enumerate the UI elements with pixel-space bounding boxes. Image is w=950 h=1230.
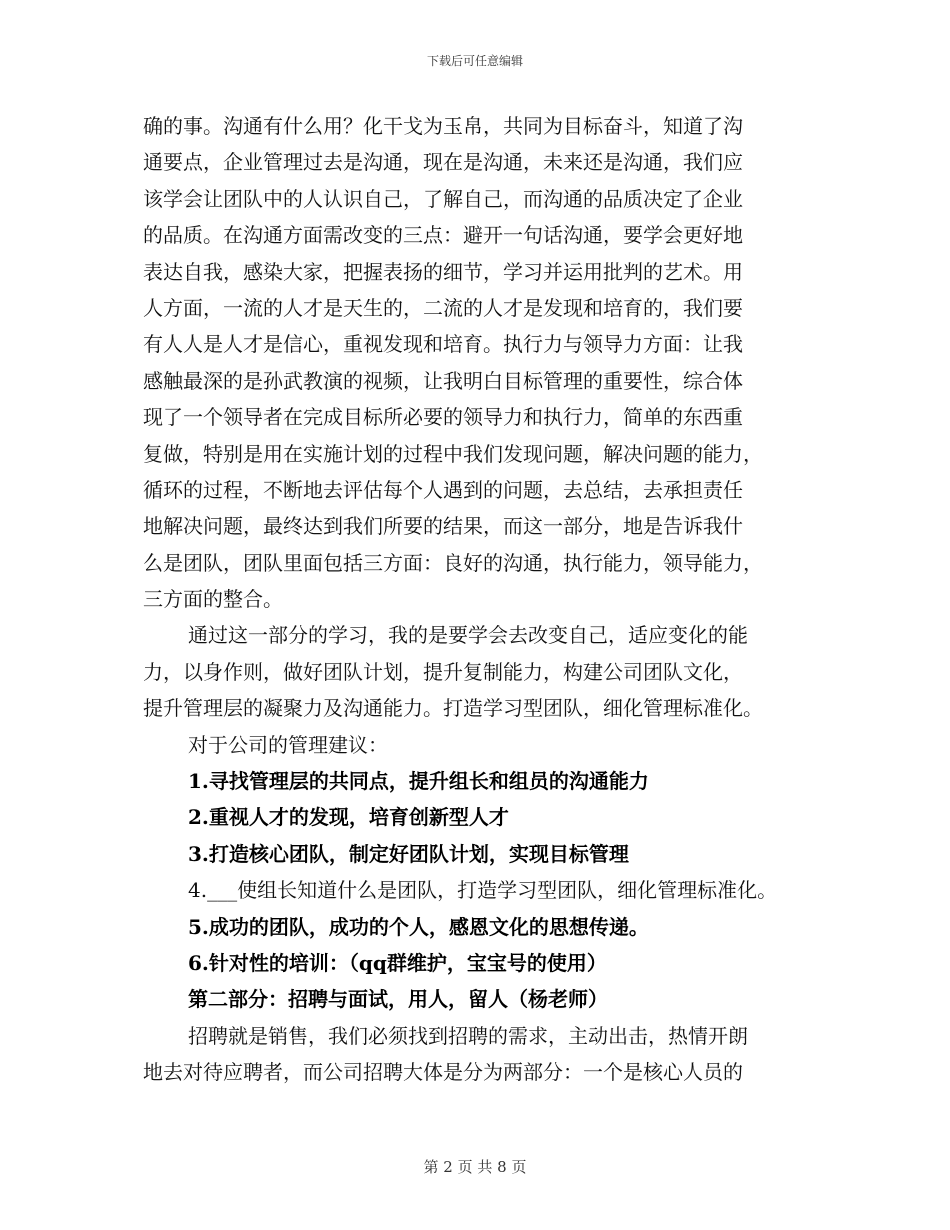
suggestion-item: 2.重视人才的发现，培育创新型人才 <box>188 805 509 830</box>
text-line: 现了一个领导者在完成目标所必要的领导力和执行力，简单的东西重 <box>143 405 743 430</box>
text-line: 该学会让团队中的人认识自己，了解自己，而沟通的品质决定了企业 <box>143 186 743 211</box>
text-line: 复做，特别是用在实施计划的过程中我们发现问题，解决问题的能力， <box>143 441 763 466</box>
text-line: 表达自我，感染大家，把握表扬的细节，学习并运用批判的艺术。用 <box>143 259 743 284</box>
document-body <box>143 108 833 1091</box>
text-line: 的品质。在沟通方面需改变的三点：避开一句话沟通，要学会更好地 <box>143 223 743 248</box>
text-line: 循环的过程，不断地去评估每个人遇到的问题，去总结，去承担责任 <box>143 477 743 502</box>
section-heading: 第二部分：招聘与面试，用人，留人（杨老师） <box>188 987 608 1012</box>
text-line: 地解决问题，最终达到我们所要的结果，而这一部分，地是告诉我什 <box>143 514 743 539</box>
paragraph-first-line: 对于公司的管理建议： <box>188 732 388 757</box>
paragraph-first-line: 招聘就是销售，我们必须找到招聘的需求，主动出击，热情开朗 <box>188 1023 748 1048</box>
page-footer: 第 2 页 共 8 页 <box>423 1158 527 1176</box>
suggestion-item: 6.针对性的培训：（qq群维护，宝宝号的使用） <box>188 950 607 975</box>
text-line: 力，以身作则，做好团队计划，提升复制能力，构建公司团队文化， <box>143 659 743 684</box>
suggestion-item: 4.___使组长知道什么是团队，打造学习型团队，细化管理标准化。 <box>188 878 778 903</box>
suggestion-item: 1.寻找管理层的共同点，提升组长和组员的沟通能力 <box>188 769 649 794</box>
suggestion-item: 5.成功的团队，成功的个人，感恩文化的思想传递。 <box>188 914 649 939</box>
paragraph-first-line: 通过这一部分的学习，我的是要学会去改变自己，适应变化的能 <box>188 623 748 648</box>
text-line: 人方面，一流的人才是天生的，二流的人才是发现和培育的，我们要 <box>143 295 743 320</box>
suggestion-item: 3.打造核心团队，制定好团队计划，实现目标管理 <box>188 841 629 866</box>
text-line: 三方面的整合。 <box>143 587 283 612</box>
page-header: 下载后可任意编辑 <box>426 54 523 68</box>
text-line: 通要点，企业管理过去是沟通，现在是沟通，未来还是沟通，我们应 <box>143 150 743 175</box>
text-line: 感触最深的是孙武教演的视频，让我明白目标管理的重要性，综合体 <box>143 368 743 393</box>
text-line: 提升管理层的凝聚力及沟通能力。打造学习型团队，细化管理标准化。 <box>143 696 763 721</box>
text-line: 确的事。沟通有什么用？化干戈为玉帛，共同为目标奋斗，知道了沟 <box>143 114 743 138</box>
text-line: 有人人是人才是信心，重视发现和培育。执行力与领导力方面：让我 <box>143 332 743 357</box>
text-line: 么是团队，团队里面包括三方面：良好的沟通，执行能力，领导能力， <box>143 550 763 575</box>
text-line: 地去对待应聘者，而公司招聘大体是分为两部分：一个是核心人员的 <box>143 1060 743 1085</box>
